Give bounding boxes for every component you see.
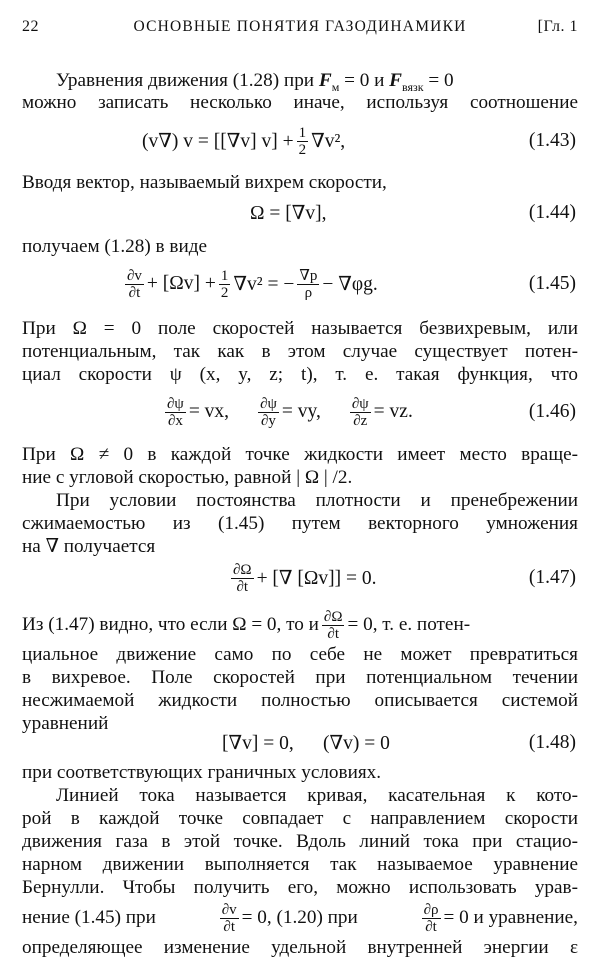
equation-1-47: $\frac{\partial\Omega}{\partial t}$ + [∇ [Ωv]] = 0. (1.47) xyxy=(22,558,578,598)
text-line: получаем (1.28) в виде xyxy=(22,236,208,257)
equation-1-44: Ω = [∇v], (1.44) xyxy=(22,196,578,230)
equation-1-43: (v∇) v = [[∇v] v] + $\frac{1}{2}$ ∇v², (1.43) xyxy=(142,124,576,158)
text-line: движения газа в этой точке. Вдоль линий тока при стацио- xyxy=(22,831,578,852)
equation-number: (1.45) xyxy=(528,273,576,294)
equation-number: (1.46) xyxy=(528,401,576,422)
running-header xyxy=(22,18,578,40)
equation-1-45: $\frac{\partial v}{\partial t}$ + [Ωv] + $\frac{1}{2}$ ∇v² = − $\frac{\nabla p}{\rho}$ − ∇φg. (1.45) xyxy=(22,264,578,304)
text-line: нарном движении выполняется так называемое уравнение xyxy=(22,854,578,875)
equation-number: (1.43) xyxy=(528,130,576,151)
equation-number: (1.44) xyxy=(528,202,576,223)
text-line: в вихревое. Поле скоростей при потенциальном течении xyxy=(22,667,578,688)
equation-number: (1.47) xyxy=(528,567,576,588)
chapter-reference: [Гл. 1 xyxy=(537,18,578,35)
text-line: При условии постоянства плотности и пренебрежении xyxy=(56,490,578,511)
text-line: Из (1.47) видно, что если Ω = 0, то и $\frac{\partial\Omega}{\partial t}$ = 0, т. е. потен- xyxy=(22,608,471,642)
equation-1-46: $\frac{\partial\psi}{\partial x}$ = vx, $\frac{\partial\psi}{\partial y}$ = vy, $\frac{\partial\psi}{\partial z}$ = vz. (1.46) xyxy=(22,392,578,432)
text-line: циал скорости ψ (x, y, z; t), т. е. такая функция, что xyxy=(22,364,578,385)
text-line: на ∇ получается xyxy=(22,536,156,557)
text-line: Уравнения движения (1.28) при $F_м = 0$ и $F_{вязк} = 0$ xyxy=(56,70,454,94)
text-line: потенциальным, так как в этом случае существует потен- xyxy=(22,341,578,362)
text-line: Вводя вектор, называемый вихрем скорости, xyxy=(22,172,387,193)
text-line: нение (1.45) при $\frac{\partial v}{\partial t}$ = 0, (1.20) при $\frac{\partial\rho}{\partial t}$ = 0 и уравнение, xyxy=(22,901,578,935)
text-line: ние с угловой скоростью, равной | Ω | /2. xyxy=(22,467,353,488)
text-line: сжимаемостью из (1.45) путем векторного умножения xyxy=(22,513,578,534)
equation-1-48: [∇v] = 0, (∇v) = 0 (1.48) xyxy=(22,726,578,760)
text-line: Бернулли. Чтобы получить его, можно использовать урав- xyxy=(22,877,578,898)
running-title: ОСНОВНЫЕ ПОНЯТИЯ ГАЗОДИНАМИКИ xyxy=(133,18,467,35)
text-line: несжимаемой жидкости полностью описывается системой xyxy=(22,690,578,711)
text-line: определяющее изменение удельной внутренней энергии ε xyxy=(22,937,578,958)
page-number: 22 xyxy=(22,18,39,35)
text-line: при соответствующих граничных условиях. xyxy=(22,762,382,783)
text-line: рой в каждой точке совпадает с направлением скорости xyxy=(22,808,578,829)
equation-number: (1.48) xyxy=(528,732,576,753)
text-line: циальное движение само по себе не может превратиться xyxy=(22,644,578,665)
text-line: уравнений xyxy=(22,713,109,734)
text-line: При Ω = 0 поле скоростей называется безвихревым, или xyxy=(22,318,578,339)
text-line: Линией тока называется кривая, касательная к кото- xyxy=(56,785,578,806)
text-line: можно записать несколько иначе, используя соотношение xyxy=(22,92,578,113)
text-line: При Ω ≠ 0 в каждой точке жидкости имеет место враще- xyxy=(22,444,578,465)
